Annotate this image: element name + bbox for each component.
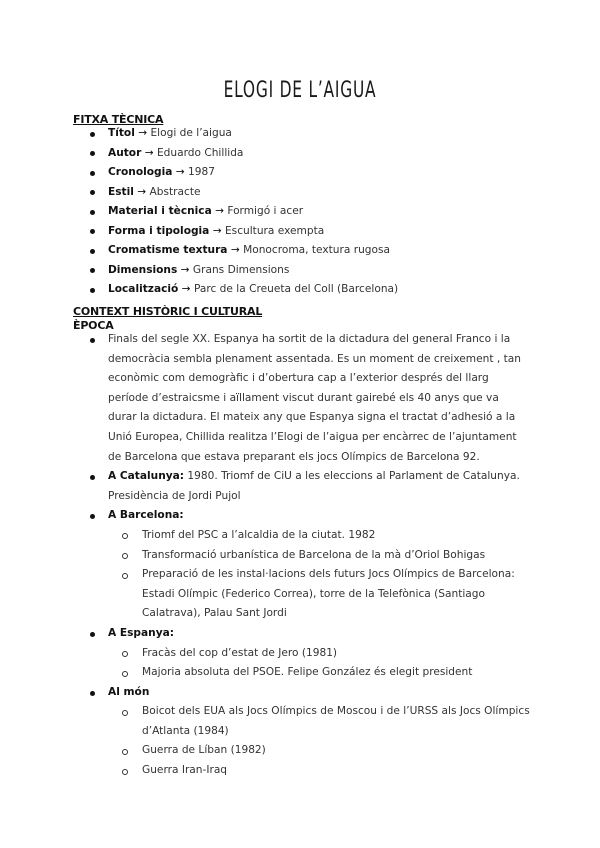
item-value: Monocroma, textura rugosa	[243, 244, 391, 256]
list-item	[90, 506, 530, 624]
sub-list-item	[122, 546, 530, 566]
arrow-icon: →	[180, 263, 190, 276]
arrow-icon: →	[181, 283, 191, 295]
list-item	[90, 124, 398, 144]
circle-bullet-icon	[122, 710, 128, 716]
circle-bullet-icon	[122, 533, 128, 539]
bullet-icon	[90, 171, 95, 176]
list-item	[90, 261, 398, 281]
list-item	[90, 222, 398, 242]
sub-item-text: Triomf del PSC a l’alcaldia de la ciutat. 1982	[142, 528, 376, 541]
espanya-label: A Espanya:	[108, 626, 174, 639]
arrow-icon: →	[175, 166, 185, 178]
sub-list-item	[122, 644, 530, 664]
bullet-icon	[90, 132, 95, 137]
bullet-icon	[90, 691, 95, 696]
bullet-icon	[90, 475, 95, 480]
bullet-icon	[90, 151, 95, 156]
list-item	[90, 163, 398, 183]
arrow-icon: →	[144, 146, 154, 159]
item-key: Cromatisme textura	[108, 244, 228, 256]
list-item	[90, 202, 398, 222]
mon-sublist	[108, 702, 530, 780]
catalunya-text: 1980. Triomf de CiU a les eleccions al Parlament de Catalunya. Presidència de Jordi Pujol	[108, 470, 520, 502]
item-value: Eduardo Chillida	[156, 146, 244, 159]
bullet-icon	[90, 229, 95, 234]
sub-list-item	[122, 702, 530, 741]
sub-item-text: Preparació de les instal·lacions dels futurs Jocs Olímpics de Barcelona: Estadi Olímpic (Federico Correa), torre de la Telefònica (Santiago Calatrava), Palau Sant Jordi	[142, 568, 515, 620]
intro-text: Finals del segle XX. Espanya ha sortit de la dictadura del general Franco i la democràcia sembla plenament assentada. Es un moment de creixement , tan econòmic com demogràfic i d’obertura cap a l’exterior després del llarg període d’estraicsme i aïllament viscut durant gairebé els 40 anys que va durar la dictadura. El mateix any que Espanya signa el tractat d’adhesió a la Unió Europea, Chillida realitza l’Elogi de l’aigua per encàrrec de l’ajuntament de Barcelona que estava preparant els jocs Olímpics de Barcelona 92.	[108, 333, 521, 463]
item-value: Elogi de l’aigua	[150, 127, 232, 139]
circle-bullet-icon	[122, 553, 128, 559]
list-item	[90, 241, 398, 261]
barcelona-label: A Barcelona:	[108, 509, 184, 522]
item-value: Formigó i acer	[227, 205, 304, 217]
item-value: Escultura exempta	[224, 224, 325, 237]
sub-item-text: Boicot dels EUA als Jocs Olímpics de Moscou i de l’URSS als Jocs Olímpics d’Atlanta (1984)	[142, 705, 530, 737]
item-value: Parc de la Creueta del Coll (Barcelona)	[193, 283, 399, 295]
bullet-icon	[90, 268, 95, 273]
item-key: Estil	[108, 185, 134, 198]
sub-item-text: Fracàs del cop d’estat de Jero (1981)	[142, 646, 338, 659]
list-item	[90, 624, 530, 683]
item-key: Títol	[108, 127, 135, 139]
bullet-icon	[90, 210, 95, 215]
list-item	[90, 183, 398, 203]
circle-bullet-icon	[122, 671, 128, 677]
circle-bullet-icon	[122, 769, 128, 775]
bullet-icon	[90, 288, 95, 293]
bullet-icon	[90, 514, 95, 519]
catalunya-label: A Catalunya:	[108, 470, 185, 483]
item-key: Cronologia	[108, 166, 173, 178]
sub-item-text: Majoria absoluta del PSOE. Felipe González és elegit president	[142, 666, 473, 679]
fitxa-tecnica-heading: FITXA TÈCNICA	[73, 113, 164, 126]
circle-bullet-icon	[122, 573, 128, 579]
arrow-icon: →	[230, 244, 240, 256]
arrow-icon: →	[212, 224, 222, 237]
sub-list-item	[122, 741, 530, 761]
sub-item-text: Transformació urbanística de Barcelona de la mà d’Oriol Bohigas	[142, 548, 486, 561]
bullet-icon	[90, 249, 95, 254]
item-value: Abstracte	[149, 185, 201, 198]
item-key: Autor	[108, 146, 142, 159]
barcelona-sublist	[108, 526, 530, 624]
bullet-icon	[90, 338, 95, 343]
item-key: Forma i tipologia	[108, 224, 210, 237]
arrow-icon: →	[137, 185, 147, 198]
circle-bullet-icon	[122, 651, 128, 657]
item-key: Dimensions	[108, 263, 178, 276]
arrow-icon: →	[138, 127, 148, 139]
list-item	[90, 683, 530, 781]
sub-item-text: Guerra Iran-Iraq	[142, 764, 228, 777]
context-heading: CONTEXT HISTÒRIC I CULTURAL	[73, 305, 263, 318]
epoca-heading: ÈPOCA	[73, 319, 114, 332]
list-item	[90, 280, 398, 300]
item-value: Grans Dimensions	[192, 263, 290, 276]
item-key: Material i tècnica	[108, 205, 212, 217]
sub-list-item	[122, 761, 530, 781]
sub-list-item	[122, 565, 530, 624]
sub-list-item	[122, 663, 530, 683]
sub-item-text: Guerra de Líban (1982)	[142, 744, 266, 757]
list-item	[90, 144, 398, 164]
fitxa-tecnica-list	[90, 124, 398, 300]
mon-label: Al món	[108, 685, 150, 698]
item-value: 1987	[188, 166, 215, 178]
bullet-icon	[90, 190, 95, 195]
sub-list-item	[122, 526, 530, 546]
epoca-list	[90, 330, 530, 781]
list-item	[90, 467, 530, 506]
bullet-icon	[90, 632, 95, 637]
list-item	[90, 330, 530, 467]
page-title: ELOGI DE L’AIGUA	[223, 78, 377, 103]
arrow-icon: →	[215, 205, 224, 217]
item-key: Localització	[108, 283, 179, 295]
espanya-sublist	[108, 644, 530, 683]
circle-bullet-icon	[122, 749, 128, 755]
